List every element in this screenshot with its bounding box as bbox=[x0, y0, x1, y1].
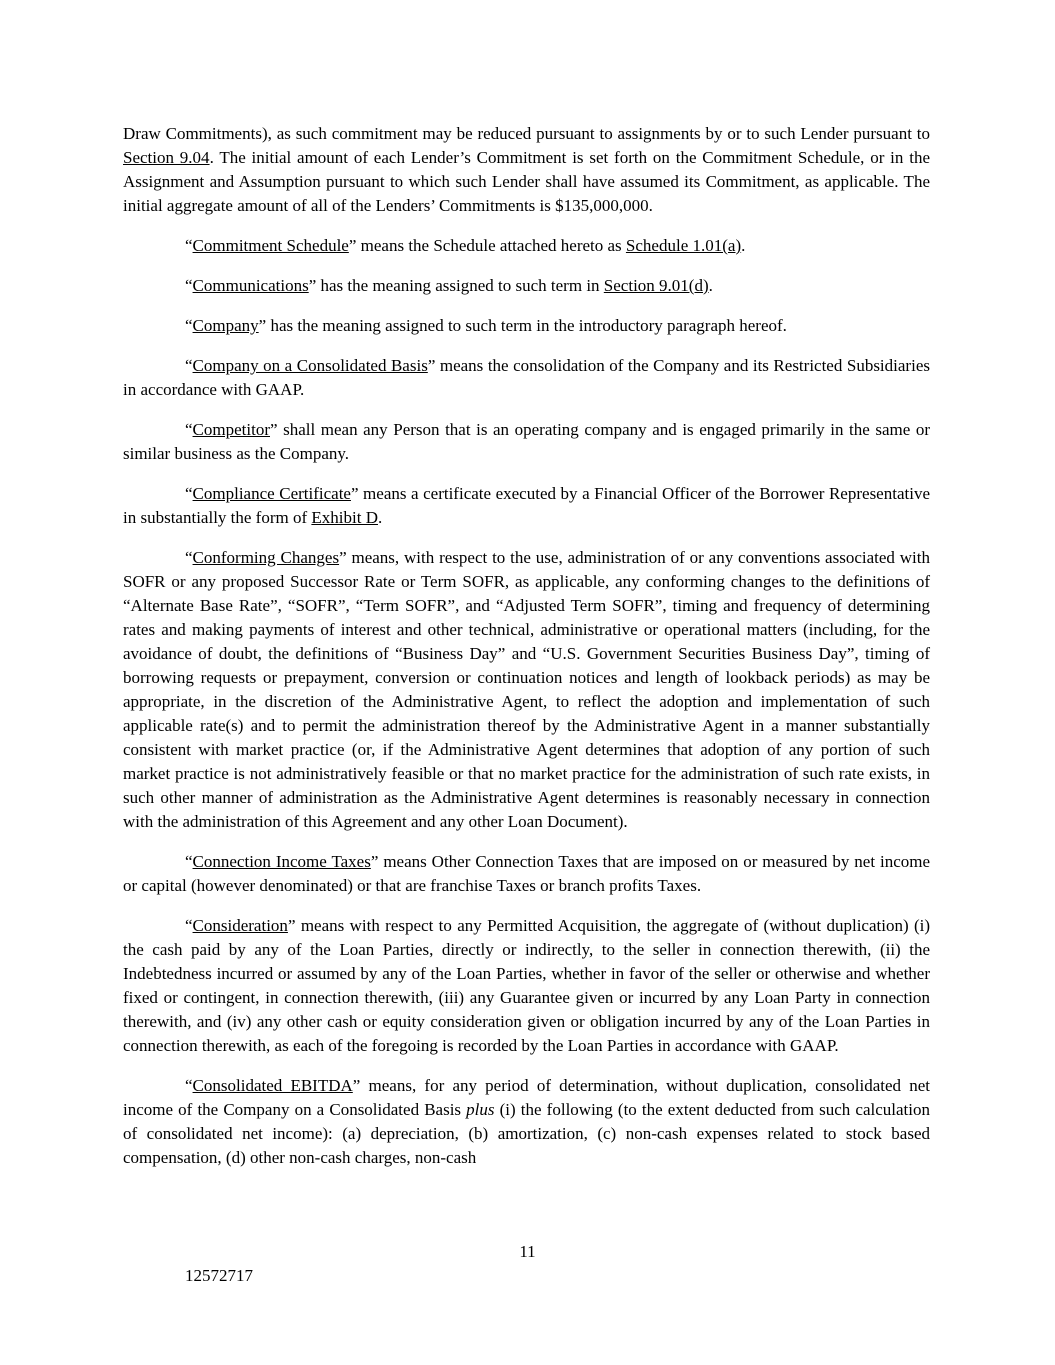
para-def-competitor bbox=[123, 418, 930, 466]
text-run: (i) the following (to the extent deducted from such calculation of consolidated net income): (a) depreciation, (b) amortization, (c) non-cash expenses related to stock based compensation, (d) other non-cash charges, non-cash bbox=[123, 1100, 930, 1167]
para-def-communications bbox=[123, 274, 930, 298]
defined-term: Schedule 1.01(a) bbox=[625, 236, 742, 255]
defined-term: Consideration bbox=[192, 916, 288, 935]
para-def-company bbox=[123, 314, 930, 338]
text-run: . bbox=[377, 508, 383, 527]
para-def-commitment-schedule bbox=[123, 234, 930, 258]
text-run: Draw Commitments), as such commitment may be reduced pursuant to assignments by or to such Lender pursuant to bbox=[123, 124, 930, 143]
defined-term: Company bbox=[192, 316, 259, 335]
defined-term: Connection Income Taxes bbox=[192, 852, 371, 871]
text-run: ” means, with respect to the use, administration of or any conventions associated with SOFR or any proposed Successor Rate or Term SOFR, as applicable, any conforming changes to the definitions of “Alternate Base Rate”, “SOFR”, “Term SOFR”, and “Adjusted Term SOFR”, timing and frequency of determining rates and making payments of interest and other technical, administrative or operational matters (including, for the avoidance of doubt, the definitions of “Business Day” and “U.S. Government Securities Business Day”, timing of borrowing requests or prepayment, conversion or continuation notices and length of lookback periods) as may be appropriate, in the discretion of the Administrative Agent, to reflect the adoption and implementation of such applicable rate(s) and to permit the administration thereof by the Administrative Agent in a manner substantially consistent with market practice (or, if the Administrative Agent determines that adoption of any portion of such market practice is not administratively feasible or that no market practice for the administration of such rate exists, in such other manner of administration as the Administrative Agent determines is reasonably necessary in connection with the administration of this Agreement and any other Loan Document). bbox=[123, 548, 931, 831]
text-run: ” means with respect to any Permitted Acquisition, the aggregate of (without duplication) (i) the cash paid by any of the Loan Parties, directly or indirectly, to the seller in connection therewith, (ii) the Indebtedness incurred or assumed by any of the Loan Parties, whether in favor of the seller or otherwise and whether fixed or contingent, in connection therewith, (iii) any Guarantee given or incurred by any Loan Party in connection therewith, and (iv) any other cash or equity consideration given or obligation incurred by any of the Loan Parties in connection therewith, as each of the foregoing is recorded by the Loan Parties in accordance with GAAP. bbox=[123, 916, 930, 1055]
text-run: . bbox=[708, 276, 713, 295]
para-def-conforming-changes bbox=[123, 546, 930, 834]
defined-term: Competitor bbox=[192, 420, 270, 439]
defined-term: Exhibit D bbox=[311, 508, 378, 527]
defined-term: Commitment Schedule bbox=[192, 236, 349, 255]
defined-term: Section 9.01(d) bbox=[603, 276, 709, 295]
para-def-consideration bbox=[123, 914, 930, 1058]
text-run: ” has the meaning assigned to such term in bbox=[308, 276, 604, 295]
defined-term: Conforming Changes bbox=[192, 548, 340, 567]
text-run: “ bbox=[185, 420, 193, 439]
text-run: ” means Other Connection Taxes that are imposed on or measured by net income or capital (however denominated) or that are franchise Taxes or branch profits Taxes. bbox=[123, 852, 931, 895]
defined-term: Consolidated EBITDA bbox=[192, 1076, 353, 1095]
para-def-compliance-certificate bbox=[123, 482, 930, 530]
text-run: ” means, for any period of determination, without duplication, consolidated net income of the Company on a Consolidated Basis bbox=[123, 1076, 931, 1119]
text-run: “ bbox=[185, 852, 193, 871]
text-run: ” means the consolidation of the Company and its Restricted Subsidiaries in accordance with GAAP. bbox=[123, 356, 930, 399]
text-run: ” has the meaning assigned to such term in the introductory paragraph hereof. bbox=[258, 316, 787, 335]
defined-term: Section 9.04 bbox=[123, 148, 210, 167]
page-number: 11 bbox=[519, 1242, 536, 1261]
text-run: “ bbox=[185, 916, 193, 935]
text-run: . The initial amount of each Lender’s Commitment is set forth on the Commitment Schedule, or in the Assignment and Assumption pursuant to which such Lender shall have assumed its Commitment, as applicable. The initial aggregate amount of all of the Lenders’ Commitments is $135,000,000. bbox=[123, 148, 930, 215]
text-run: ” means the Schedule attached hereto as bbox=[348, 236, 626, 255]
text-run: ” shall mean any Person that is an operating company and is engaged primarily in the same or similar business as the Company. bbox=[123, 420, 930, 463]
text-run: “ bbox=[185, 316, 193, 335]
text-run: ” means a certificate executed by a Financial Officer of the Borrower Representative in substantially the form of bbox=[123, 484, 930, 527]
defined-term: Compliance Certificate bbox=[192, 484, 351, 503]
text-run: “ bbox=[185, 276, 193, 295]
para-def-consolidated-ebitda bbox=[123, 1074, 930, 1170]
text-run: “ bbox=[185, 548, 193, 567]
document-body bbox=[123, 122, 930, 1186]
text-run: . bbox=[741, 236, 746, 255]
para-def-connection-income-taxes bbox=[123, 850, 930, 898]
italic-run: plus bbox=[466, 1100, 495, 1119]
text-run: “ bbox=[185, 356, 193, 375]
text-run: “ bbox=[185, 1076, 193, 1095]
para-draw-commitments-continuation bbox=[123, 122, 930, 218]
defined-term: Company on a Consolidated Basis bbox=[192, 356, 428, 375]
text-run: “ bbox=[185, 236, 193, 255]
text-run: “ bbox=[185, 484, 193, 503]
para-def-company-consolidated-basis bbox=[123, 354, 930, 402]
defined-term: Communications bbox=[192, 276, 309, 295]
document-control-number: 12572717 bbox=[185, 1266, 253, 1285]
